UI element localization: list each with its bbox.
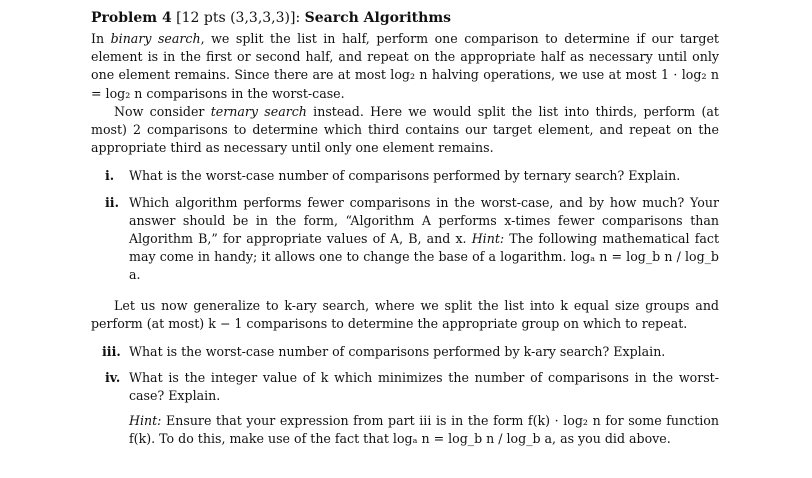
question-list-b (91, 343, 719, 448)
question-number: i. (105, 168, 115, 184)
question-number: iii. (102, 344, 121, 360)
ternary-search-paragraph (91, 103, 719, 158)
k-ary-search-paragraph: Let us now generalize to k-ary search, where we split the list into k equal size groups and perform (at most) k − 1 comparisons to determine the appropriate group on which to repeat. (91, 297, 719, 331)
ternary-search-term: ternary search (210, 103, 307, 119)
question-list-a (91, 167, 719, 284)
problem-points: [12 pts (3,3,3,3)]: (176, 10, 301, 26)
binary-search-paragraph (91, 30, 719, 103)
para1-text-a: In (91, 31, 111, 46)
problem-number: Problem 4 (91, 10, 172, 26)
para1-text-b: , we split the list in half, perform one comparison to determine if our target element is in the first or second half, and repeat on the appropriate half as necessary until only one element remains. Since there are at most log₂ n halving operations, we use at most 1 · log₂ n = log₂ n comparisons in the worst-case. (91, 31, 719, 101)
question-number: ii. (105, 194, 119, 210)
hint-label: Hint: (129, 412, 162, 428)
question-text: What is the worst-case number of comparisons performed by ternary search? Explain. (129, 168, 681, 184)
question-iii (91, 343, 719, 361)
question-number: iv. (105, 370, 121, 386)
question-i (91, 167, 719, 185)
question-ii (91, 194, 719, 285)
para2-text-b: instead. Here we would split the list into thirds, perform (at most) 2 comparisons to determine which third contains our target element, and repeat on the appropriate third as necessary until only one element remains. (91, 103, 719, 156)
question-iv-hint (129, 412, 719, 448)
hint-label: Hint: (471, 231, 505, 247)
para2-text-a: Now consider (114, 103, 211, 119)
problem-topic: Search Algorithms (304, 10, 452, 26)
problem-title (91, 8, 719, 28)
question-text: Which algorithm performs fewer comparisons in the worst-case, and by how much? Your answer should be in the form, “Algorithm A performs x-times fewer comparisons than Algorithm B,” for appropriate values of A, B, and x. (129, 194, 719, 247)
question-iv (91, 369, 719, 448)
hint-text: Ensure that your expression from part iii is in the form f(k) · log₂ n for some function f(k). To do this, make use of the fact that logₐ n = log_b n / log_b a, as you did above. (129, 412, 719, 446)
question-text: What is the worst-case number of comparisons performed by k-ary search? Explain. (129, 344, 666, 360)
problem-document (91, 8, 719, 456)
question-text: What is the integer value of k which minimizes the number of comparisons in the worst-case? Explain. (129, 370, 719, 404)
hint-text: The following mathematical fact may come in handy; it allows one to change the base of a logarithm. logₐ n = log_b n / log_b a. (129, 231, 720, 283)
binary-search-term: binary search (110, 31, 201, 46)
